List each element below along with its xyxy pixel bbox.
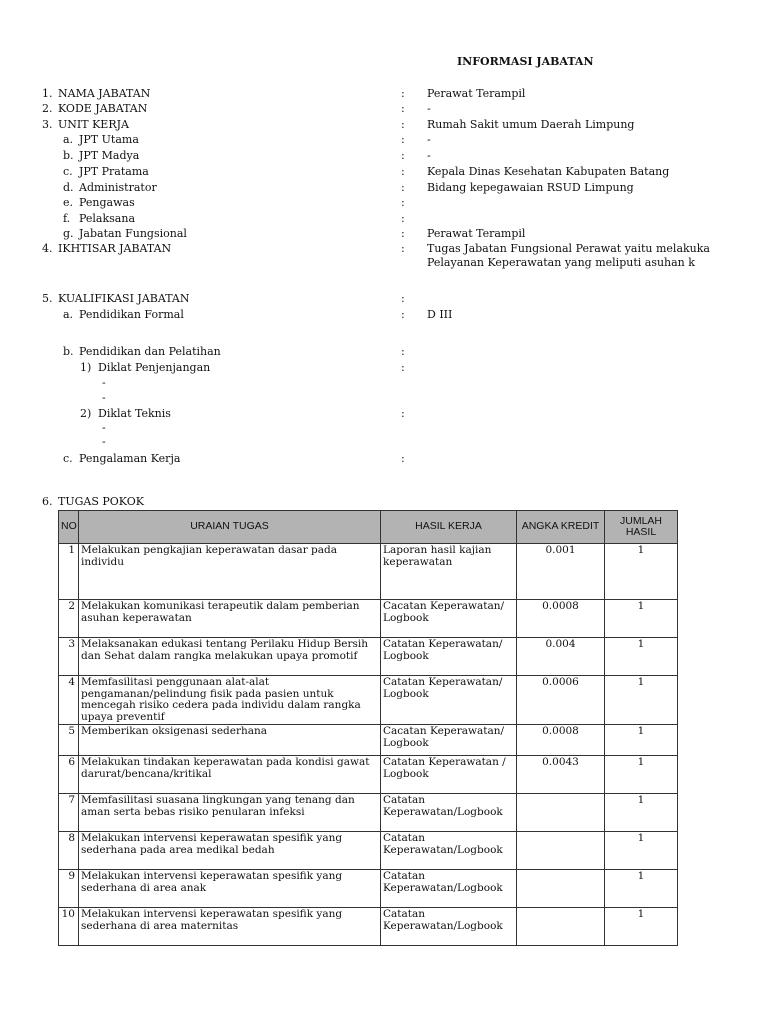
cell-uraian: Memberikan oksigenasi sederhana — [79, 725, 381, 756]
cell-no: 5 — [59, 725, 79, 756]
field-colon: : — [401, 452, 405, 465]
field-letter: a. — [63, 133, 74, 146]
list-item: - — [102, 376, 106, 389]
cell-angka — [517, 870, 605, 908]
field-label-jpt-madya: JPT Madya — [79, 149, 140, 162]
table-row — [59, 870, 678, 908]
cell-no: 7 — [59, 794, 79, 832]
cell-jumlah: 1 — [605, 600, 678, 638]
header-no: NO — [59, 511, 79, 544]
field-colon: : — [401, 212, 405, 225]
cell-uraian: Memfasilitasi penggunaan alat-alat pengamanan/pelindung fisik pada pasien untuk mencegah risiko cedera pada individu dalam rangka upaya preventif — [79, 676, 381, 725]
cell-no: 4 — [59, 676, 79, 725]
cell-hasil: Cacatan Keperawatan/ Logbook — [381, 725, 517, 756]
field-colon: : — [401, 102, 405, 115]
field-colon: : — [401, 242, 405, 255]
field-value-unit-kerja: Rumah Sakit umum Daerah Limpung — [427, 118, 635, 131]
table-row — [59, 638, 678, 676]
cell-jumlah: 1 — [605, 870, 678, 908]
field-colon: : — [401, 87, 405, 100]
cell-jumlah: 1 — [605, 908, 678, 946]
field-colon: : — [401, 292, 405, 305]
field-value-jpt-madya: - — [427, 149, 431, 162]
table-row — [59, 544, 678, 600]
table-row — [59, 756, 678, 794]
cell-no: 8 — [59, 832, 79, 870]
field-label-pendidikan-pelatihan: Pendidikan dan Pelatihan — [79, 345, 221, 358]
cell-hasil: Catatan Keperawatan/ Logbook — [381, 638, 517, 676]
field-colon: : — [401, 181, 405, 194]
cell-uraian: Melakukan komunikasi terapeutik dalam pemberian asuhan keperawatan — [79, 600, 381, 638]
cell-uraian: Melakukan intervensi keperawatan spesifik yang sederhana di area maternitas — [79, 908, 381, 946]
field-label-diklat-penjenjangan: Diklat Penjenjangan — [98, 361, 211, 374]
cell-hasil: Catatan Keperawatan/ Logbook — [381, 676, 517, 725]
list-item: - — [102, 421, 106, 434]
field-colon: : — [401, 407, 405, 420]
header-jumlah-hasil: JUMLAH HASIL — [605, 511, 678, 544]
cell-jumlah: 1 — [605, 638, 678, 676]
field-label-ikhtisar: IKHTISAR JABATAN — [58, 242, 172, 255]
cell-angka: 0.0008 — [517, 725, 605, 756]
field-subnumber: 1) — [80, 361, 92, 374]
field-colon: : — [401, 118, 405, 131]
field-letter: c. — [63, 452, 73, 465]
field-letter: b. — [63, 149, 74, 162]
cell-jumlah: 1 — [605, 676, 678, 725]
field-letter: f. — [63, 212, 71, 225]
field-value-pendidikan-formal: D III — [427, 308, 453, 321]
field-colon: : — [401, 227, 405, 240]
table-row — [59, 832, 678, 870]
cell-no: 9 — [59, 870, 79, 908]
field-subnumber: 2) — [80, 407, 92, 420]
page-title: INFORMASI JABATAN — [457, 55, 594, 68]
cell-angka: 0.0043 — [517, 756, 605, 794]
cell-angka: 0.004 — [517, 638, 605, 676]
field-label-diklat-teknis: Diklat Teknis — [98, 407, 171, 420]
field-number: 5. — [42, 292, 53, 305]
cell-angka: 0.001 — [517, 544, 605, 600]
field-number: 6. — [42, 495, 53, 508]
cell-jumlah: 1 — [605, 544, 678, 600]
cell-angka — [517, 908, 605, 946]
field-value-ikhtisar-line2: Pelayanan Keperawatan yang meliputi asuhan k — [427, 256, 695, 269]
cell-jumlah: 1 — [605, 756, 678, 794]
table-row — [59, 600, 678, 638]
field-label-nama-jabatan: NAMA JABATAN — [58, 87, 151, 100]
cell-uraian: Melakukan pengkajian keperawatan dasar pada individu — [79, 544, 381, 600]
cell-no: 6 — [59, 756, 79, 794]
field-colon: : — [401, 196, 405, 209]
header-angka-kredit: ANGKA KREDIT — [517, 511, 605, 544]
field-letter: c. — [63, 165, 73, 178]
field-value-jpt-pratama: Kepala Dinas Kesehatan Kabupaten Batang — [427, 165, 670, 178]
table-row — [59, 908, 678, 946]
tugas-pokok-table — [58, 510, 678, 946]
cell-uraian: Memfasilitasi suasana lingkungan yang tenang dan aman serta bebas risiko penularan infeksi — [79, 794, 381, 832]
section-label-tugas-pokok: TUGAS POKOK — [58, 495, 144, 508]
field-label-pelaksana: Pelaksana — [79, 212, 136, 225]
field-colon: : — [401, 165, 405, 178]
cell-uraian: Melaksanakan edukasi tentang Perilaku Hidup Bersih dan Sehat dalam rangka melakukan upaya promotif — [79, 638, 381, 676]
field-letter: b. — [63, 345, 74, 358]
cell-angka: 0.0008 — [517, 600, 605, 638]
cell-jumlah: 1 — [605, 832, 678, 870]
table-row — [59, 794, 678, 832]
field-value-jabatan-fungsional: Perawat Terampil — [427, 227, 526, 240]
field-label-jpt-utama: JPT Utama — [79, 133, 139, 146]
field-label-kualifikasi: KUALIFIKASI JABATAN — [58, 292, 190, 305]
field-colon: : — [401, 308, 405, 321]
field-label-kode-jabatan: KODE JABATAN — [58, 102, 148, 115]
cell-angka — [517, 794, 605, 832]
field-letter: d. — [63, 181, 74, 194]
cell-hasil: Laporan hasil kajian keperawatan — [381, 544, 517, 600]
cell-no: 1 — [59, 544, 79, 600]
cell-no: 3 — [59, 638, 79, 676]
cell-uraian: Melakukan intervensi keperawatan spesifik yang sederhana pada area medikal bedah — [79, 832, 381, 870]
field-colon: : — [401, 361, 405, 374]
cell-hasil: Catatan Keperawatan/Logbook — [381, 794, 517, 832]
field-label-jpt-pratama: JPT Pratama — [79, 165, 149, 178]
cell-hasil: Catatan Keperawatan/Logbook — [381, 870, 517, 908]
cell-jumlah: 1 — [605, 725, 678, 756]
field-number: 1. — [42, 87, 53, 100]
field-colon: : — [401, 149, 405, 162]
cell-hasil: Catatan Keperawatan/Logbook — [381, 832, 517, 870]
table-header-row — [59, 511, 678, 544]
cell-jumlah: 1 — [605, 794, 678, 832]
field-label-pengawas: Pengawas — [79, 196, 135, 209]
cell-no: 10 — [59, 908, 79, 946]
cell-uraian: Melakukan intervensi keperawatan spesifik yang sederhana di area anak — [79, 870, 381, 908]
cell-hasil: Catatan Keperawatan/Logbook — [381, 908, 517, 946]
field-number: 2. — [42, 102, 53, 115]
field-letter: g. — [63, 227, 74, 240]
table-row — [59, 725, 678, 756]
field-label-jabatan-fungsional: Jabatan Fungsional — [79, 227, 187, 240]
field-label-administrator: Administrator — [79, 181, 157, 194]
list-item: - — [102, 391, 106, 404]
field-value-kode-jabatan: - — [427, 102, 431, 115]
cell-hasil: Catatan Keperawatan / Logbook — [381, 756, 517, 794]
field-colon: : — [401, 133, 405, 146]
field-number: 3. — [42, 118, 53, 131]
field-number: 4. — [42, 242, 53, 255]
field-label-pengalaman-kerja: Pengalaman Kerja — [79, 452, 181, 465]
table-row — [59, 676, 678, 725]
field-value-nama-jabatan: Perawat Terampil — [427, 87, 526, 100]
cell-angka — [517, 832, 605, 870]
header-hasil-kerja: HASIL KERJA — [381, 511, 517, 544]
cell-hasil: Cacatan Keperawatan/ Logbook — [381, 600, 517, 638]
list-item: - — [102, 435, 106, 448]
field-letter: a. — [63, 308, 74, 321]
field-value-administrator: Bidang kepegawaian RSUD Limpung — [427, 181, 634, 194]
field-value-ikhtisar-line1: Tugas Jabatan Fungsional Perawat yaitu melakuka — [427, 242, 710, 255]
field-value-jpt-utama: - — [427, 133, 431, 146]
cell-no: 2 — [59, 600, 79, 638]
field-colon: : — [401, 345, 405, 358]
field-label-pendidikan-formal: Pendidikan Formal — [79, 308, 184, 321]
header-uraian-tugas: URAIAN TUGAS — [79, 511, 381, 544]
cell-uraian: Melakukan tindakan keperawatan pada kondisi gawat darurat/bencana/kritikal — [79, 756, 381, 794]
field-letter: e. — [63, 196, 74, 209]
field-label-unit-kerja: UNIT KERJA — [58, 118, 129, 131]
cell-angka: 0.0006 — [517, 676, 605, 725]
